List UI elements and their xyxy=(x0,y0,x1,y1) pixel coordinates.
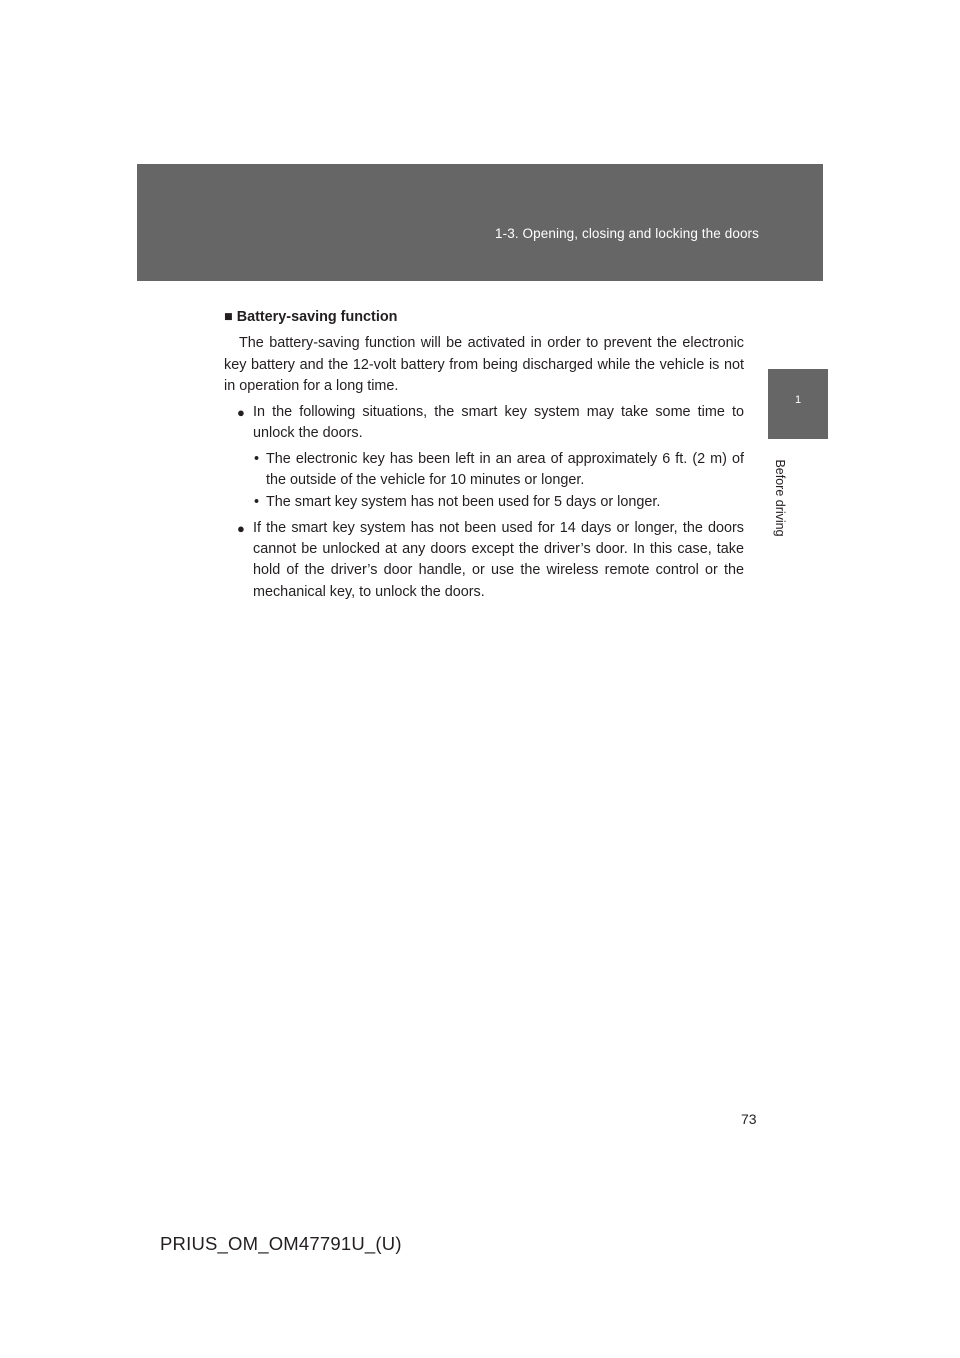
section-heading-text: Battery-saving function xyxy=(236,309,398,325)
page-content xyxy=(224,307,744,606)
list-item xyxy=(224,518,744,603)
small-bullet-icon: • xyxy=(254,450,260,467)
small-bullet-icon: • xyxy=(254,494,260,511)
square-bullet-icon: ■ xyxy=(224,309,233,325)
intro-paragraph: The battery-saving function will be activated in order to prevent the electronic key battery and the 12-volt battery from being discharged while the vehicle is not in operation for a long time. xyxy=(224,335,744,394)
chapter-tab xyxy=(768,369,828,439)
document-code: PRIUS_OM_OM47791U_(U) xyxy=(160,1233,402,1254)
page-number: 73 xyxy=(741,1111,757,1127)
list-item xyxy=(224,402,744,445)
section-heading xyxy=(224,307,744,328)
header-bar xyxy=(137,164,823,281)
sub-list-item xyxy=(224,449,744,492)
chapter-label-text: Before driving xyxy=(773,459,787,537)
sub-list-item xyxy=(224,492,744,513)
chapter-label xyxy=(771,452,789,544)
section-title: 1-3. Opening, closing and locking the doors xyxy=(495,226,759,241)
list-item-text: In the following situations, the smart key system may take some time to unlock the doors. xyxy=(253,404,744,442)
round-bullet-icon: ● xyxy=(237,405,245,421)
sub-list-item-text: The smart key system has not been used for 5 days or longer. xyxy=(266,494,661,511)
list-item-text: If the smart key system has not been used for 14 days or longer, the doors cannot be unlocked at any doors except the driver’s door. In this case, take hold of the driver’s door handle, or use the wireless remote control or the mechanical key, to unlock the doors. xyxy=(253,519,744,600)
chapter-number: 1 xyxy=(794,394,802,406)
round-bullet-icon: ● xyxy=(237,520,245,536)
sub-list-item-text: The electronic key has been left in an area of approximately 6 ft. (2 m) of the outside of the vehicle for 10 minutes or longer. xyxy=(266,450,744,489)
